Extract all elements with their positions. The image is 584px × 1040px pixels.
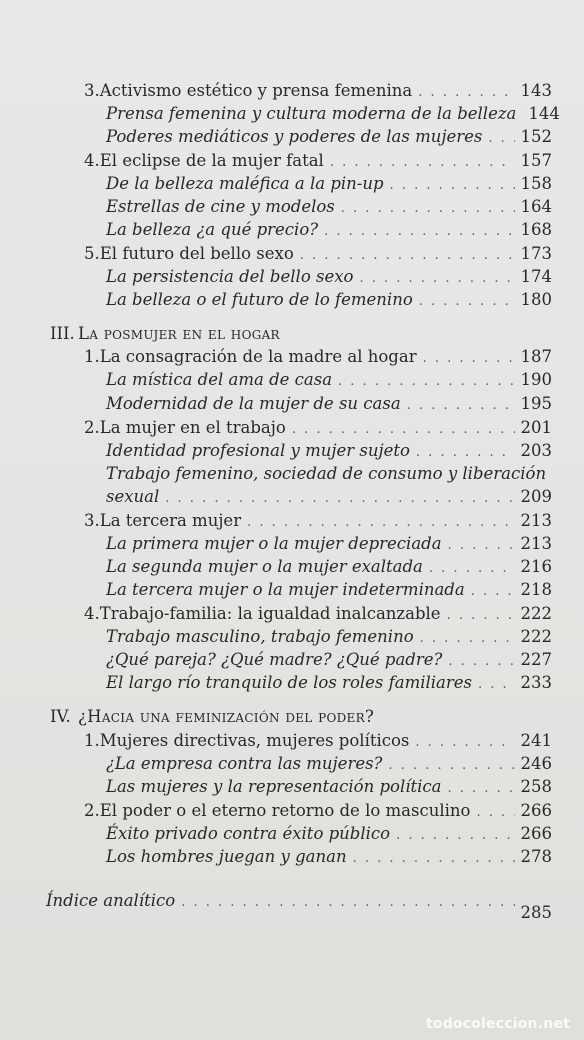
entry-title: La tercera mujer [99, 511, 242, 530]
toc-entry-index [46, 890, 552, 922]
leader-dots [423, 348, 515, 370]
leader-dots [478, 674, 514, 696]
entry-title: Prensa femenina y cultura moderna de la belleza [106, 104, 517, 123]
toc-subentry [106, 626, 552, 650]
entry-title: Modernidad de la mujer de su casa [106, 394, 401, 413]
entry-title: La belleza o el futuro de lo femenino [106, 290, 413, 309]
entry-number: 2. [84, 418, 100, 437]
toc-entry [84, 243, 552, 267]
toc-subentry [106, 173, 552, 197]
watermark-logo: todocoleccion.net [425, 1016, 570, 1032]
page-number: 227 [520, 650, 552, 669]
leader-dots [353, 848, 515, 870]
page-number: 201 [520, 418, 552, 437]
page-number: 246 [520, 754, 552, 773]
entry-title: Índice analítico [46, 891, 176, 910]
entry-title: El futuro del bello sexo [99, 244, 294, 263]
entry-title: Las mujeres y la representación política [106, 777, 442, 796]
page-number: 209 [520, 487, 552, 506]
entry-title: La consagración de la madre al hogar [99, 347, 417, 366]
toc-subentry [106, 289, 552, 313]
entry-title: Activismo estético y prensa femenina [99, 81, 413, 100]
leader-dots [247, 512, 514, 534]
toc-entry [84, 417, 552, 441]
section-heading [50, 323, 280, 345]
page-number: 190 [520, 370, 552, 389]
toc-entry [84, 346, 552, 370]
entry-number: 4. [84, 604, 100, 623]
leader-dots [390, 175, 515, 197]
entry-title: El eclipse de la mujer fatal [99, 151, 324, 170]
toc-subentry [106, 753, 552, 777]
entry-number: 2. [84, 801, 100, 820]
entry-title: La mujer en el trabajo [99, 418, 286, 437]
toc-entry [84, 80, 552, 104]
toc-subentry [106, 776, 552, 800]
page-number: 203 [520, 441, 552, 460]
page-number: 216 [520, 557, 552, 576]
leader-dots [429, 558, 515, 580]
toc-subentry [106, 823, 552, 847]
leader-dots [324, 221, 514, 243]
toc-entry [84, 730, 552, 754]
toc-subentry [106, 266, 552, 290]
entry-title: Identidad profesional y mujer sujeto [106, 441, 410, 460]
toc-subentry [106, 219, 552, 243]
entry-title: La mística del ama de casa [106, 370, 333, 389]
entry-number: 3. [84, 511, 100, 530]
leader-dots [165, 488, 514, 510]
toc-entry [84, 800, 552, 824]
leader-dots [419, 291, 515, 313]
page-number: 164 [520, 197, 552, 216]
toc-subentry [106, 196, 552, 220]
leader-dots [420, 628, 515, 650]
leader-dots [418, 82, 514, 104]
entry-number: 5. [84, 244, 100, 263]
toc-subentry [106, 846, 552, 870]
entry-title: Éxito privado contra éxito público [106, 824, 391, 843]
leader-dots [338, 371, 514, 393]
leader-dots [416, 442, 515, 464]
page-number: 143 [520, 81, 552, 100]
entry-title: Mujeres directivas, mujeres políticos [99, 731, 410, 750]
entry-title: La segunda mujer o la mujer exaltada [106, 557, 423, 576]
toc-subentry [106, 126, 552, 150]
toc-entry [84, 150, 552, 174]
page-number: 222 [520, 604, 552, 623]
entry-title: La tercera mujer o la mujer indeterminada [106, 580, 465, 599]
section-title: ¿Hacia una feminización del poder? [78, 707, 375, 726]
section-title: La posmujer en el hogar [78, 324, 280, 343]
entry-title: Poderes mediáticos y poderes de las mujeres [106, 127, 483, 146]
leader-dots [330, 152, 515, 174]
leader-dots [292, 419, 515, 441]
leader-dots [181, 892, 514, 914]
page-number: 266 [520, 824, 552, 843]
entry-title: De la belleza maléfica a la pin-up [106, 174, 384, 193]
page-number: 213 [520, 534, 552, 553]
page-number: 233 [520, 673, 552, 692]
page-number: 174 [520, 267, 552, 286]
leader-dots [447, 605, 515, 627]
leader-dots [415, 732, 514, 754]
toc-entry [84, 603, 552, 627]
toc-subentry [106, 649, 552, 673]
toc-subentry [106, 533, 552, 557]
entry-title: El poder o el eterno retorno de lo masculino [99, 801, 471, 820]
toc-subentry [106, 579, 552, 603]
entry-title: Estrellas de cine y modelos [106, 197, 335, 216]
page-number: 187 [520, 347, 552, 366]
leader-dots [359, 268, 514, 290]
page-number: 285 [520, 903, 552, 922]
toc-subentry [106, 369, 552, 393]
leader-dots [396, 825, 514, 847]
leader-dots [488, 128, 514, 150]
page-number: 144 [528, 104, 560, 123]
leader-dots [448, 651, 514, 673]
entry-title: El largo río tranquilo de los roles familiares [106, 673, 473, 692]
entry-number: 4. [84, 151, 100, 170]
entry-title: ¿Qué pareja? ¿Qué madre? ¿Qué padre? [106, 650, 443, 669]
page-number: 180 [520, 290, 552, 309]
page-number: 241 [520, 731, 552, 750]
page-number: 218 [520, 580, 552, 599]
leader-dots [341, 198, 515, 220]
page-number: 157 [520, 151, 552, 170]
leader-dots [476, 802, 514, 824]
toc-subentry [106, 672, 552, 696]
entry-number: 3. [84, 81, 100, 100]
page-number: 213 [520, 511, 552, 530]
toc-subentry [106, 556, 552, 580]
entry-title: Trabajo-familia: la igualdad inalcanzable [99, 604, 441, 623]
leader-dots [407, 395, 515, 417]
page-number: 258 [520, 777, 552, 796]
entry-title: La primera mujer o la mujer depreciada [106, 534, 442, 553]
page-number: 222 [520, 627, 552, 646]
page-number: 152 [520, 127, 552, 146]
page-number: 158 [520, 174, 552, 193]
entry-title: Los hombres juegan y ganan [106, 847, 347, 866]
entry-number: 1. [84, 731, 100, 750]
page-number: 266 [520, 801, 552, 820]
leader-dots [388, 755, 514, 777]
entry-title: Trabajo masculino, trabajo femenino [106, 627, 414, 646]
section-number: IV. [50, 707, 71, 726]
toc-subentry [106, 440, 552, 464]
section-heading [50, 706, 374, 728]
toc-subentry-first-line: Trabajo femenino, sociedad de consumo y liberación [106, 464, 547, 483]
leader-dots [471, 581, 515, 603]
page-number: 168 [520, 220, 552, 239]
toc-entry [84, 510, 552, 534]
page-number: 278 [520, 847, 552, 866]
entry-title: La belleza ¿a qué precio? [106, 220, 319, 239]
entry-title: ¿La empresa contra las mujeres? [106, 754, 383, 773]
leader-dots [448, 778, 515, 800]
toc-subentry [106, 393, 552, 417]
entry-number: 1. [84, 347, 100, 366]
entry-title: sexual [106, 487, 160, 506]
leader-dots [300, 245, 515, 267]
page-number: 173 [520, 244, 552, 263]
entry-title: La persistencia del bello sexo [106, 267, 354, 286]
leader-dots [448, 535, 515, 557]
toc-subentry [106, 486, 552, 510]
section-number: III. [50, 324, 75, 343]
page-number: 195 [520, 394, 552, 413]
toc-subentry [106, 103, 560, 127]
